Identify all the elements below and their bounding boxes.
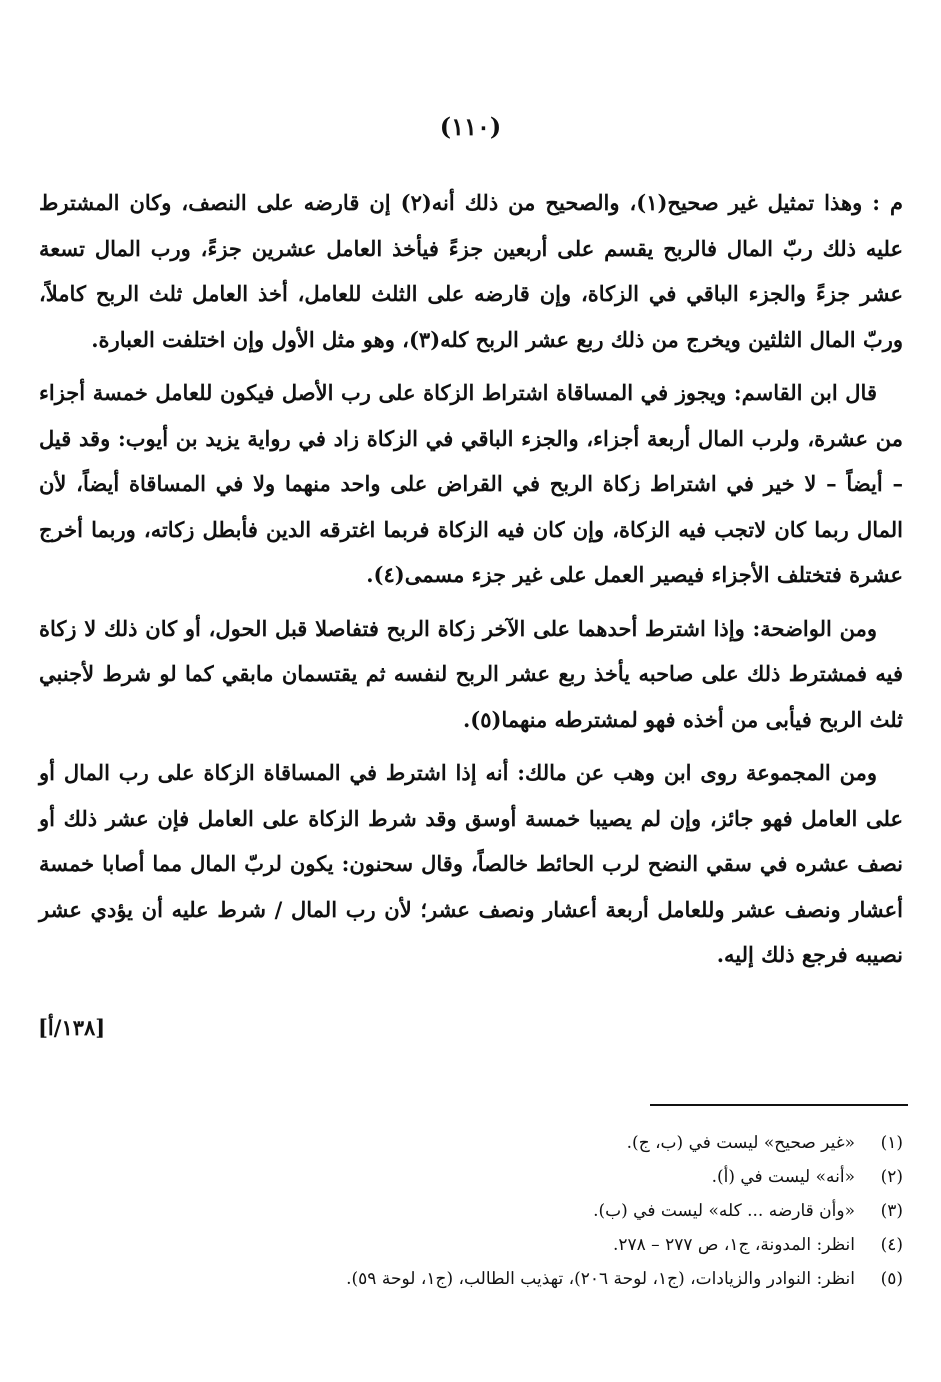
footnote-number: (١) [880, 1133, 903, 1153]
paragraph-4: ومن المجموعة روى ابن وهب عن مالك: أنه إذا اشترط في المساقاة الزكاة على رب المال أو على العامل فهو جائز، وإن لم يصيبا خمسة أوسق وقد شرط الزكاة على العامل فإن عشر ذلك أو نصف عشره في سقي النضح لرب الحائط خالصاً، وقال سحنون: يكون لربّ المال مما أصابا خمسة أعشار ونصف عشر وللعامل أربعة أعشار ونصف عشر؛ لأن رب المال / شرط عليه أن يؤدي عشر نصيبه فرجع ذلك إليه. [39, 760, 903, 967]
footnote-text: «أنه» ليست في (أ). [711, 1167, 855, 1187]
footnote-2 [39, 1160, 903, 1194]
footnote-separator [650, 1104, 908, 1106]
footnote-number: (٣) [880, 1201, 903, 1221]
footnote-text: «وأن قارضه ... كله» ليست في (ب). [593, 1201, 855, 1221]
footnote-number: (٥) [880, 1269, 903, 1289]
footnote-5 [39, 1262, 903, 1296]
paragraph-1: م : وهذا تمثيل غير صحيح(١)، والصحيح من ذلك أنه(٢) إن قارضه على النصف، وكان المشترط عليه ذلك ربّ المال فالربح يقسم على أربعين جزءً فيأخذ العامل عشرين جزءً، ورب المال تسعة عشر جزءً والجزء الباقي في الزكاة، وإن قارضه على الثلث للعامل، أخذ العامل ثلث الربح كاملاً، وربّ المال الثلثين ويخرج من ذلك ربع عشر الربح كله(٣)، وهو مثل الأول وإن اختلفت العبارة. [39, 190, 903, 352]
footnote-text: «غير صحيح» ليست في (ب، ج). [626, 1133, 855, 1153]
paragraph-2: قال ابن القاسم: ويجوز في المساقاة اشتراط الزكاة على رب الأصل فيكون للعامل خمسة أجزاء من عشرة، ولرب المال أربعة أجزاء، والجزء الباقي في الزكاة زاد في رواية يزيد بن أيوب: وقد قيل – أيضاً – لا خير في اشتراط زكاة الربح في القراض على واحد منهما ولا في المساقاة أيضاً، لأن المال ربما كان لاتجب فيه الزكاة، وإن كان فيه الزكاة فربما اغترقه الدين فأبطل زكاته، وربما أخرج عشرة فتختلف الأجزاء فيصير العمل على غير جزء مسمى(٤). [39, 380, 903, 587]
footnote-text: انظر: النوادر والزيادات، (ج١، لوحة ٢٠٦)، تهذيب الطالب، (ج١، لوحة ٥٩). [346, 1269, 855, 1289]
paragraph-3: ومن الواضحة: وإذا اشترط أحدهما على الآخر زكاة الربح فتفاصلا قبل الحول، أو كان ذلك لا زكاة فيه فمشترط ذلك على صاحبه يأخذ ربع عشر الربح لنفسه ثم يقتسمان مابقي كما لو شرط لأجنبي ثلث الربح فيأبى من أخذه فهو لمشترطه منهما(٥). [39, 615, 903, 732]
footnote-number: (٤) [880, 1235, 903, 1255]
footnote-3 [39, 1194, 903, 1228]
footnote-text: انظر: المدونة، ج١، ص ٢٧٧ – ٢٧٨. [612, 1235, 855, 1255]
footnote-1 [39, 1126, 903, 1160]
manuscript-folio-mark: [١٣٨/أ] [38, 1015, 106, 1040]
footnote-4 [39, 1228, 903, 1262]
footnote-number: (٢) [880, 1167, 903, 1187]
footnotes [39, 1126, 903, 1296]
main-text [39, 180, 903, 986]
page-number: (١١٠) [439, 112, 502, 141]
